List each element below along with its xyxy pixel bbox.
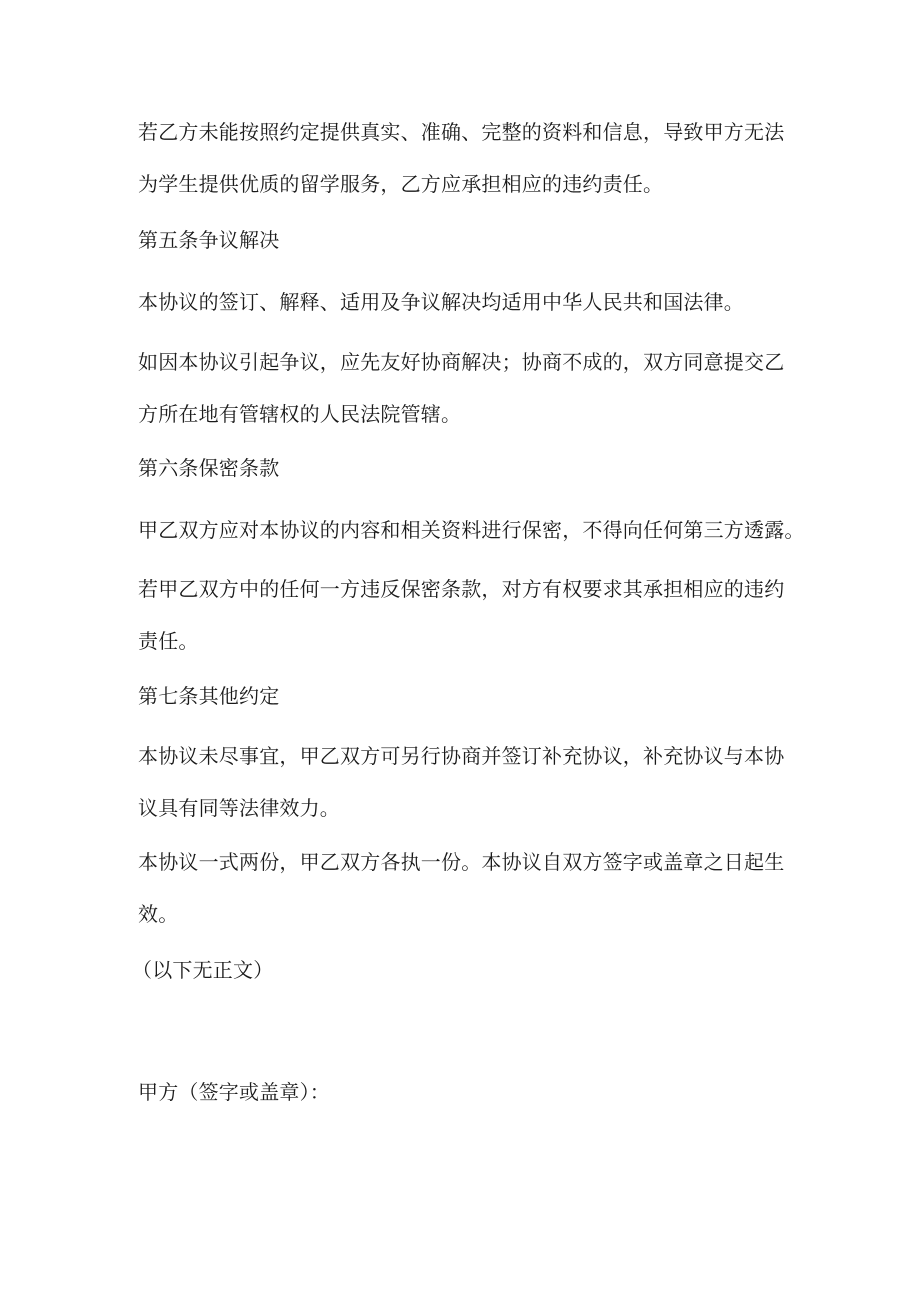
party-a-signature-line — [138, 1066, 798, 1118]
paragraph-governing-law — [138, 276, 798, 328]
text-line: 本协议的签订、解释、适用及争议解决均适用中华人民共和国法律。 — [138, 290, 744, 314]
text-line: 如因本协议引起争议，应先友好协商解决；协商不成的，双方同意提交乙 — [138, 350, 785, 374]
heading-line: 第五条争议解决 — [138, 228, 280, 252]
no-more-text-note — [132, 944, 792, 996]
text-line: 议具有同等法律效力。 — [138, 796, 340, 820]
paragraph-breach-info — [138, 106, 798, 210]
article-6-title — [138, 442, 798, 494]
text-line: 本协议未尽事宜，甲乙双方可另行协商并签订补充协议，补充协议与本协 — [138, 744, 785, 768]
article-7-title — [138, 670, 798, 722]
signature-label: 甲方（签字或盖章）： — [138, 1080, 330, 1104]
text-line: 甲乙双方应对本协议的内容和相关资料进行保密，不得向任何第三方透露。 — [138, 518, 805, 542]
paragraph-dispute-resolution — [138, 336, 798, 440]
paragraph-confidentiality-breach — [138, 563, 798, 667]
text-line: 本协议一式两份，甲乙双方各执一份。本协议自双方签字或盖章之日起生 — [138, 850, 785, 874]
text-line: 为学生提供优质的留学服务，乙方应承担相应的违约责任。 — [138, 172, 664, 196]
text-line: 责任。 — [138, 629, 199, 653]
heading-line: 第六条保密条款 — [138, 456, 280, 480]
text-line: （以下无正文） — [132, 958, 274, 982]
text-line: 若乙方未能按照约定提供真实、准确、完整的资料和信息，导致甲方无法 — [138, 120, 785, 144]
heading-line: 第七条其他约定 — [138, 684, 280, 708]
text-line: 方所在地有管辖权的人民法院管辖。 — [138, 402, 462, 426]
article-5-title — [138, 214, 798, 266]
paragraph-copies-effective — [138, 836, 798, 940]
paragraph-confidentiality — [138, 504, 805, 556]
paragraph-supplementary-agreement — [138, 730, 798, 834]
text-line: 效。 — [138, 902, 179, 926]
text-line: 若甲乙双方中的任何一方违反保密条款，对方有权要求其承担相应的违约 — [138, 577, 785, 601]
